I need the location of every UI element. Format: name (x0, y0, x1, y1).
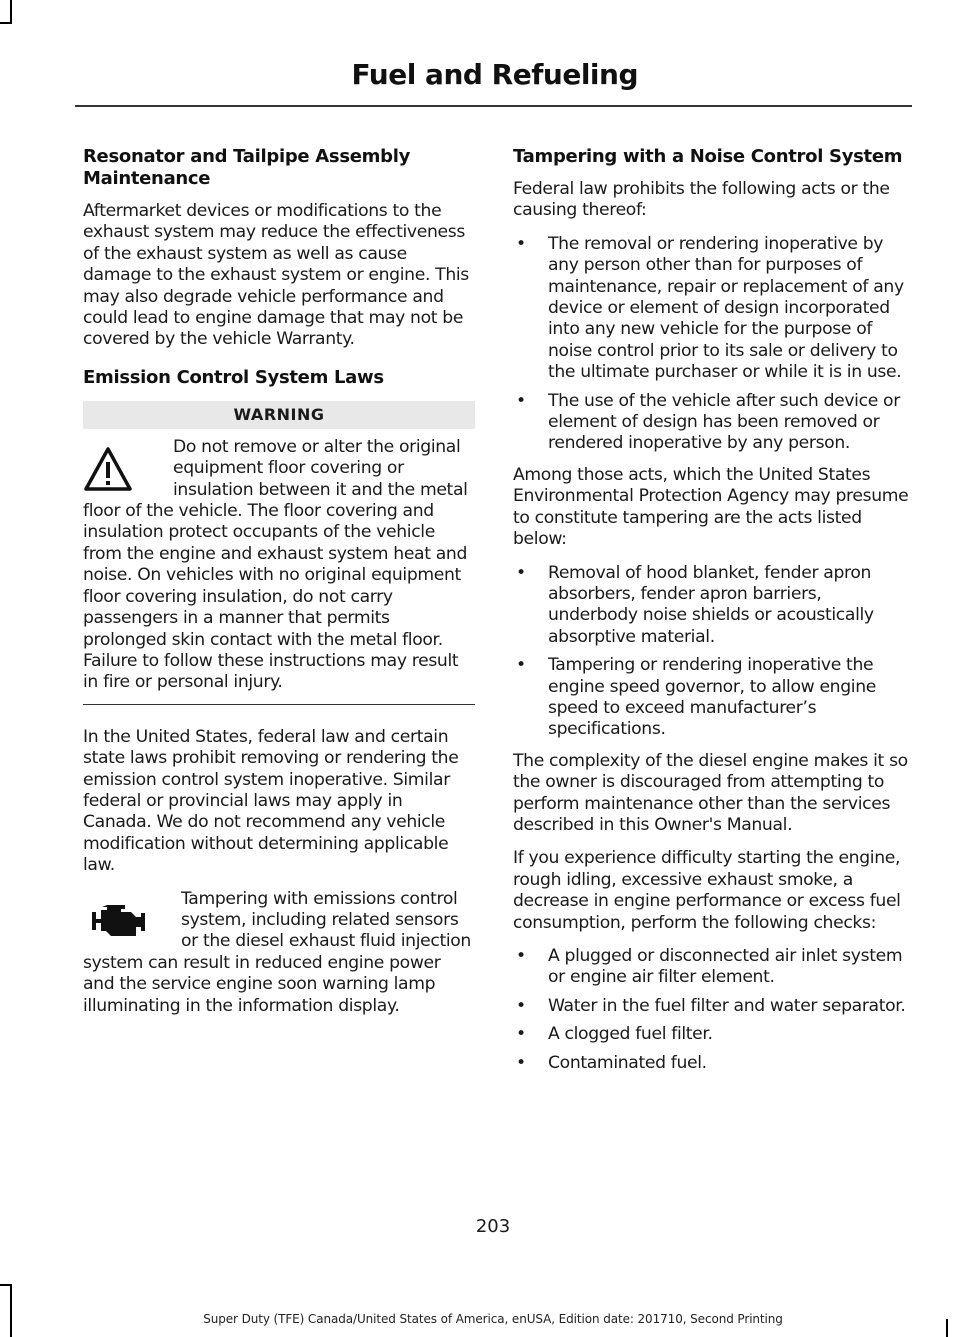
page-number: 203 (475, 1216, 511, 1237)
list-item: • The use of the vehicle after such device or element of design has been removed or rendered inoperative by any person. (513, 391, 909, 455)
list-item: • Tampering or rendering inoperative the engine speed governor, to allow engine speed to exceed manufacturer’s specifications. (513, 655, 909, 741)
paragraph-aftermarket: Aftermarket devices or modifications to the exhaust system may reduce the effectiveness of the exhaust system as well as cause damage to the exhaust system or engine. This may also degrade vehicle performance and could lead to engine damage that may not be covered by the vehicle Warranty. (83, 201, 469, 350)
paragraph-diesel-complexity: The complexity of the diesel engine makes it so the owner is discouraged from attempting to perform maintenance other than the services described in this Owner's Manual. (513, 750, 908, 835)
left-column (83, 146, 475, 1029)
crop-mark-bottom-left-h (0, 1284, 12, 1286)
list-tampering-acts (513, 563, 909, 741)
footer-edition: Super Duty (TFE) Canada/United States of America, enUSA, Edition date: 201710, Second Printing (203, 1312, 783, 1326)
paragraph-federal-prohibits: Federal law prohibits the following acts or the causing thereof: (513, 179, 890, 221)
section-heading-emission-laws: Emission Control System Laws (83, 366, 384, 388)
list-item: • Contaminated fuel. (513, 1053, 909, 1074)
right-column (513, 146, 909, 1084)
section-heading-resonator: Resonator and Tailpipe Assembly Maintenance (83, 146, 411, 189)
section-heading-noise-control: Tampering with a Noise Control System (513, 146, 903, 167)
list-prohibited-acts (513, 234, 909, 455)
warning-triangle-icon (83, 445, 133, 495)
paragraph-difficulty: If you experience difficulty starting the engine, rough idling, excessive exhaust smoke, a decrease in engine performance or excess fuel consumption, perform the following checks: (513, 848, 901, 933)
paragraph-federal-law: In the United States, federal law and certain state laws prohibit removing or rendering the emission control system inoperative. Similar federal or provincial laws may apply in Canada. We do not recommend any vehicle modification without determining applicable law. (83, 726, 459, 876)
list-item: • A clogged fuel filter. (513, 1024, 909, 1045)
list-item: • The removal or rendering inoperative by any person other than for purposes of maintenance, repair or replacement of any device or element of design incorporated into any new vehicle for the purpose of noise control prior to its sale or delivery to the ultimate purchaser or while it is in use. (513, 234, 909, 384)
list-checks (513, 946, 909, 1074)
page-title: Fuel and Refueling (351, 58, 638, 91)
paragraph-tampering: Tampering with emissions control system, including related sensors or the diesel exhaust fluid injection system can result in reduced engine power and the service engine soon warning lamp illuminating in the information display. (83, 888, 471, 1016)
check-engine-icon (91, 899, 153, 941)
list-item: • A plugged or disconnected air inlet system or engine air filter element. (513, 946, 909, 989)
warning-box (83, 437, 475, 705)
header-divider (75, 105, 912, 107)
list-item: • Water in the fuel filter and water separator. (513, 996, 909, 1017)
paragraph-epa: Among those acts, which the United States Environmental Protection Agency may presume to constitute tampering are the acts listed below: (513, 464, 909, 550)
crop-mark-top-left-v (10, 0, 12, 22)
crop-mark-top-left-h (0, 22, 12, 24)
crop-mark-bottom-left-v (10, 1284, 12, 1337)
warning-text: Do not remove or alter the original equipment floor covering or insulation between it and the metal floor of the vehicle. The floor covering and insulation protect occupants of the vehicle from the engine and exhaust system heat and noise. On vehicles with no original equipment floor covering insulation, do not carry passengers in a manner that permits prolonged skin contact with the metal floor. Failure to follow these instructions may result in fire or personal injury. (83, 436, 468, 693)
tampering-block (83, 889, 475, 1017)
list-item: • Removal of hood blanket, fender apron absorbers, fender apron barriers, underbody noise shields or acoustically absorptive material. (513, 563, 909, 649)
warning-label: WARNING (83, 401, 475, 429)
